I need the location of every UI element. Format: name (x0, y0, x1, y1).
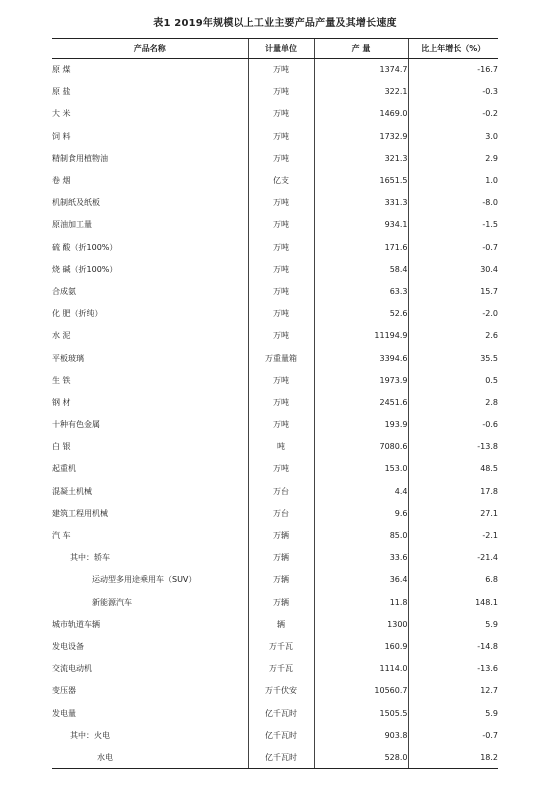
output-cell: 1973.9 (314, 369, 408, 391)
unit-cell: 万千伏安 (248, 680, 314, 702)
output-cell: 160.9 (314, 635, 408, 657)
table-row (52, 414, 498, 436)
product-name-cell: 汽 车 (52, 531, 71, 541)
growth-cell: 2.9 (408, 147, 498, 169)
growth-cell: 5.9 (408, 613, 498, 635)
output-cell: 3394.6 (314, 347, 408, 369)
product-name-cell: 其中：火电 (70, 730, 110, 740)
product-name-cell: 精制食用植物油 (52, 153, 108, 163)
output-cell: 1505.5 (314, 702, 408, 724)
table-header (52, 39, 498, 59)
product-name-cell: 机制纸及纸板 (52, 198, 100, 208)
output-cell: 2451.6 (314, 391, 408, 413)
table-row (52, 347, 498, 369)
unit-cell: 万吨 (248, 59, 314, 81)
output-cell: 1300 (314, 613, 408, 635)
product-name-cell: 其中：轿车 (70, 553, 110, 563)
unit-cell: 万重量箱 (248, 347, 314, 369)
growth-cell: 148.1 (408, 591, 498, 613)
product-name-cell: 交流电动机 (52, 664, 92, 674)
table-row (52, 192, 498, 214)
product-name-cell: 白 银 (52, 442, 71, 452)
growth-cell: 2.6 (408, 325, 498, 347)
growth-cell: -2.0 (408, 303, 498, 325)
growth-cell: -21.4 (408, 547, 498, 569)
unit-cell: 亿千瓦时 (248, 702, 314, 724)
product-name-cell: 生 铁 (52, 375, 71, 385)
unit-cell: 万千瓦 (248, 635, 314, 657)
output-cell: 528.0 (314, 746, 408, 768)
unit-cell: 亿支 (248, 169, 314, 191)
table-row (52, 524, 498, 546)
unit-cell: 亿千瓦时 (248, 724, 314, 746)
table-row (52, 147, 498, 169)
unit-cell: 万台 (248, 480, 314, 502)
product-name-cell: 新能源汽车 (92, 597, 132, 607)
unit-cell: 万吨 (248, 258, 314, 280)
growth-cell: -13.8 (408, 436, 498, 458)
growth-cell: -13.6 (408, 658, 498, 680)
table-row (52, 680, 498, 702)
product-name-cell: 原 盐 (52, 87, 71, 97)
table-row (52, 59, 498, 81)
product-name-cell: 原油加工量 (52, 220, 92, 230)
table-row (52, 436, 498, 458)
table-row (52, 458, 498, 480)
table-body (52, 59, 498, 769)
growth-cell: 2.8 (408, 391, 498, 413)
product-name-cell: 起重机 (52, 464, 76, 474)
growth-cell: 18.2 (408, 746, 498, 768)
output-cell: 10560.7 (314, 680, 408, 702)
unit-cell: 万吨 (248, 81, 314, 103)
growth-cell: -2.1 (408, 524, 498, 546)
table-row (52, 103, 498, 125)
unit-cell: 万吨 (248, 214, 314, 236)
unit-cell: 万辆 (248, 569, 314, 591)
output-cell: 4.4 (314, 480, 408, 502)
growth-cell: 27.1 (408, 502, 498, 524)
table-row (52, 236, 498, 258)
product-name-cell: 原 煤 (52, 65, 71, 75)
header-row (52, 39, 498, 59)
product-name-cell: 发电设备 (52, 641, 84, 651)
unit-cell: 万台 (248, 502, 314, 524)
unit-cell: 万吨 (248, 103, 314, 125)
growth-cell: 35.5 (408, 347, 498, 369)
table-row (52, 658, 498, 680)
growth-cell: 1.0 (408, 169, 498, 191)
output-cell: 331.3 (314, 192, 408, 214)
output-cell: 36.4 (314, 569, 408, 591)
table-row (52, 369, 498, 391)
growth-cell: 5.9 (408, 702, 498, 724)
unit-cell: 辆 (248, 613, 314, 635)
growth-cell: -8.0 (408, 192, 498, 214)
table-row (52, 547, 498, 569)
product-name-cell: 卷 烟 (52, 176, 71, 186)
unit-cell: 万吨 (248, 280, 314, 302)
product-name-cell: 平板玻璃 (52, 353, 84, 363)
product-name-cell: 化 肥（折纯） (52, 309, 103, 319)
table-row (52, 303, 498, 325)
table-row (52, 746, 498, 768)
output-cell: 193.9 (314, 414, 408, 436)
unit-cell: 万辆 (248, 591, 314, 613)
growth-cell: 30.4 (408, 258, 498, 280)
unit-cell: 万吨 (248, 236, 314, 258)
growth-cell: 3.0 (408, 125, 498, 147)
product-name-cell: 大 米 (52, 109, 71, 119)
table-row (52, 591, 498, 613)
unit-cell: 万吨 (248, 147, 314, 169)
growth-cell: -1.5 (408, 214, 498, 236)
table-row (52, 280, 498, 302)
product-name-cell: 硫 酸（折100%） (52, 242, 118, 252)
product-name-cell: 饲 料 (52, 131, 71, 141)
table-row (52, 258, 498, 280)
unit-cell: 万千瓦 (248, 658, 314, 680)
growth-cell: -0.7 (408, 236, 498, 258)
product-name-cell: 变压器 (52, 686, 76, 696)
unit-cell: 万吨 (248, 325, 314, 347)
unit-cell: 万吨 (248, 391, 314, 413)
header-unit: 计量单位 (248, 39, 314, 59)
table-title: 表1 2019年规模以上工业主要产品产量及其增长速度 (153, 18, 397, 29)
unit-cell: 亿千瓦时 (248, 746, 314, 768)
table-row (52, 480, 498, 502)
output-cell: 1732.9 (314, 125, 408, 147)
table-row (52, 169, 498, 191)
output-cell: 7080.6 (314, 436, 408, 458)
output-cell: 58.4 (314, 258, 408, 280)
output-cell: 322.1 (314, 81, 408, 103)
growth-cell: -0.6 (408, 414, 498, 436)
table-row (52, 635, 498, 657)
product-name-cell: 运动型多用途乘用车（SUV） (92, 575, 197, 585)
output-cell: 11.8 (314, 591, 408, 613)
product-name-cell: 发电量 (52, 708, 76, 718)
output-cell: 934.1 (314, 214, 408, 236)
output-cell: 321.3 (314, 147, 408, 169)
output-cell: 63.3 (314, 280, 408, 302)
table-row (52, 214, 498, 236)
product-name-cell: 钢 材 (52, 397, 71, 407)
growth-cell: 6.8 (408, 569, 498, 591)
table-row (52, 569, 498, 591)
product-name-cell: 合成氨 (52, 286, 76, 296)
growth-cell: -0.7 (408, 724, 498, 746)
output-cell: 11194.9 (314, 325, 408, 347)
output-cell: 1469.0 (314, 103, 408, 125)
growth-cell: -14.8 (408, 635, 498, 657)
growth-cell: 12.7 (408, 680, 498, 702)
unit-cell: 万吨 (248, 369, 314, 391)
unit-cell: 万吨 (248, 458, 314, 480)
product-name-cell: 混凝土机械 (52, 486, 92, 496)
output-cell: 33.6 (314, 547, 408, 569)
output-cell: 153.0 (314, 458, 408, 480)
header-output: 产 量 (314, 39, 408, 59)
table-row (52, 81, 498, 103)
unit-cell: 万吨 (248, 303, 314, 325)
product-name-cell: 城市轨道车辆 (52, 619, 100, 629)
output-cell: 171.6 (314, 236, 408, 258)
output-cell: 1114.0 (314, 658, 408, 680)
header-product-name: 产品名称 (52, 39, 248, 59)
unit-cell: 万吨 (248, 125, 314, 147)
growth-cell: 0.5 (408, 369, 498, 391)
growth-cell: 48.5 (408, 458, 498, 480)
product-name-cell: 建筑工程用机械 (52, 508, 108, 518)
table-row (52, 724, 498, 746)
output-cell: 1651.5 (314, 169, 408, 191)
table-row (52, 702, 498, 724)
product-name-cell: 水电 (52, 746, 248, 768)
growth-cell: 17.8 (408, 480, 498, 502)
table-row (52, 325, 498, 347)
output-cell: 9.6 (314, 502, 408, 524)
output-cell: 1374.7 (314, 59, 408, 81)
table-row (52, 613, 498, 635)
table-row (52, 502, 498, 524)
table-row (52, 391, 498, 413)
output-cell: 52.6 (314, 303, 408, 325)
header-growth: 比上年增长（%） (408, 39, 498, 59)
production-table (52, 38, 498, 769)
growth-cell: 15.7 (408, 280, 498, 302)
unit-cell: 万吨 (248, 192, 314, 214)
unit-cell: 万辆 (248, 547, 314, 569)
output-cell: 85.0 (314, 524, 408, 546)
unit-cell: 万吨 (248, 414, 314, 436)
product-name-cell: 烧 碱（折100%） (52, 264, 118, 274)
growth-cell: -0.3 (408, 81, 498, 103)
growth-cell: -0.2 (408, 103, 498, 125)
growth-cell: -16.7 (408, 59, 498, 81)
unit-cell: 吨 (248, 436, 314, 458)
table-row (52, 125, 498, 147)
unit-cell: 万辆 (248, 524, 314, 546)
product-name-cell: 十种有色金属 (52, 420, 100, 430)
product-name-cell: 水 泥 (52, 331, 71, 341)
output-cell: 903.8 (314, 724, 408, 746)
